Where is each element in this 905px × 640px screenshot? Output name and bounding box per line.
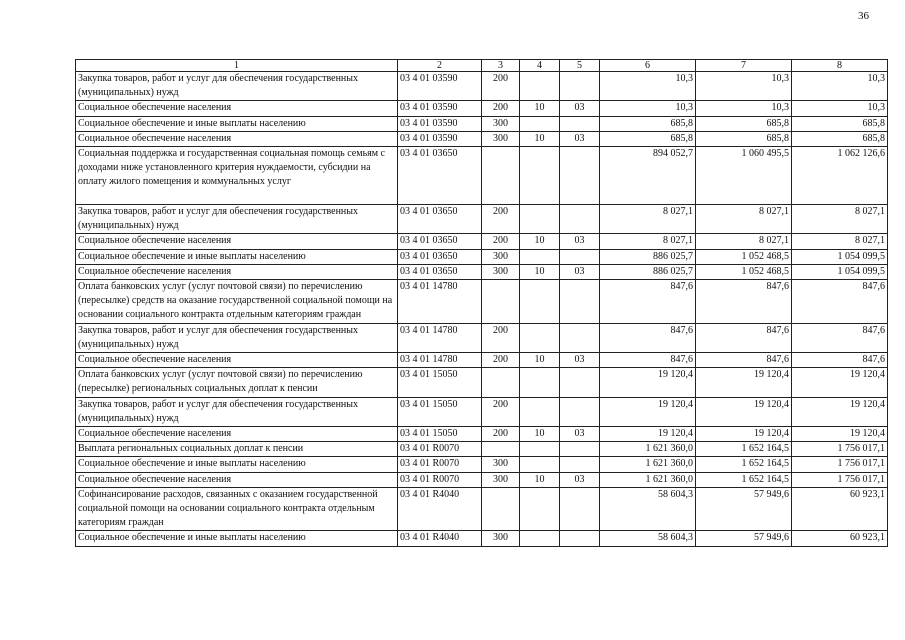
row-value-col8: 8 027,1: [792, 234, 888, 249]
row-value-col7: 1 060 495,5: [696, 147, 792, 205]
row-value-col8: 60 923,1: [792, 531, 888, 546]
row-value-col8: 60 923,1: [792, 487, 888, 531]
row-subsection: [560, 457, 600, 472]
row-value-col7: 8 027,1: [696, 205, 792, 234]
row-code: 03 4 01 03650: [398, 147, 482, 205]
row-expense-type: 300: [482, 457, 520, 472]
row-value-col8: 8 027,1: [792, 205, 888, 234]
row-value-col8: 1 054 099,5: [792, 264, 888, 279]
row-subsection: [560, 531, 600, 546]
row-code: 03 4 01 03650: [398, 234, 482, 249]
row-subsection: 03: [560, 427, 600, 442]
row-subsection: [560, 72, 600, 101]
row-subsection: [560, 368, 600, 397]
row-code: 03 4 01 03650: [398, 264, 482, 279]
row-section: 10: [520, 427, 560, 442]
row-section: [520, 147, 560, 205]
row-section: [520, 531, 560, 546]
row-section: 10: [520, 131, 560, 146]
row-value-col7: 1 652 164,5: [696, 442, 792, 457]
column-header: 2: [398, 60, 482, 72]
row-description: Социальное обеспечение населения: [76, 101, 398, 116]
row-value-col8: 847,6: [792, 280, 888, 324]
row-value-col7: 10,3: [696, 101, 792, 116]
table-row: [76, 101, 888, 116]
row-subsection: [560, 147, 600, 205]
row-section: 10: [520, 264, 560, 279]
row-section: 10: [520, 101, 560, 116]
row-value-col6: 894 052,7: [600, 147, 696, 205]
table-row: [76, 72, 888, 101]
row-value-col8: 685,8: [792, 131, 888, 146]
row-expense-type: 300: [482, 531, 520, 546]
row-expense-type: 200: [482, 323, 520, 352]
column-header: 4: [520, 60, 560, 72]
row-description: Социальное обеспечение и иные выплаты населению: [76, 116, 398, 131]
row-code: 03 4 01 15050: [398, 397, 482, 426]
row-section: [520, 205, 560, 234]
row-description: Социальное обеспечение населения: [76, 234, 398, 249]
row-value-col6: 58 604,3: [600, 487, 696, 531]
row-expense-type: 300: [482, 131, 520, 146]
table-body: [76, 72, 888, 547]
row-value-col7: 847,6: [696, 323, 792, 352]
row-subsection: [560, 397, 600, 426]
row-section: [520, 368, 560, 397]
row-section: 10: [520, 353, 560, 368]
row-value-col6: 847,6: [600, 280, 696, 324]
row-description: Социальная поддержка и государственная социальная помощь семьям с доходами ниже установленного критерия нуждаемости, субсидии на оплату жилого помещения и коммунальных услуг: [76, 147, 398, 205]
row-expense-type: 200: [482, 353, 520, 368]
row-code: 03 4 01 R0070: [398, 472, 482, 487]
table-row: [76, 427, 888, 442]
budget-table: [75, 59, 888, 547]
row-code: 03 4 01 03590: [398, 101, 482, 116]
column-header: 8: [792, 60, 888, 72]
row-description: Социальное обеспечение и иные выплаты населению: [76, 457, 398, 472]
row-value-col7: 8 027,1: [696, 234, 792, 249]
row-expense-type: 200: [482, 205, 520, 234]
row-subsection: [560, 323, 600, 352]
row-value-col6: 19 120,4: [600, 368, 696, 397]
row-expense-type: 200: [482, 397, 520, 426]
row-value-col7: 10,3: [696, 72, 792, 101]
row-value-col6: 685,8: [600, 131, 696, 146]
column-header: 5: [560, 60, 600, 72]
row-value-col6: 847,6: [600, 323, 696, 352]
row-expense-type: [482, 147, 520, 205]
row-value-col6: 19 120,4: [600, 427, 696, 442]
row-subsection: 03: [560, 353, 600, 368]
row-code: 03 4 01 15050: [398, 427, 482, 442]
row-value-col6: 58 604,3: [600, 531, 696, 546]
column-header: 1: [76, 60, 398, 72]
row-value-col6: 1 621 360,0: [600, 457, 696, 472]
row-value-col6: 8 027,1: [600, 234, 696, 249]
page-number: 36: [858, 10, 869, 22]
table-row: [76, 457, 888, 472]
row-value-col6: 10,3: [600, 72, 696, 101]
row-description: Софинансирование расходов, связанных с оказанием государственной социальной помощи на основании социального контракта отдельным категориям граждан: [76, 487, 398, 531]
row-description: Выплата региональных социальных доплат к пенсии: [76, 442, 398, 457]
row-expense-type: 300: [482, 116, 520, 131]
row-section: [520, 116, 560, 131]
table-row: [76, 472, 888, 487]
row-value-col8: 1 054 099,5: [792, 249, 888, 264]
row-expense-type: 300: [482, 264, 520, 279]
row-description: Социальное обеспечение населения: [76, 264, 398, 279]
row-value-col7: 685,8: [696, 131, 792, 146]
row-value-col8: 1 756 017,1: [792, 457, 888, 472]
row-value-col7: 19 120,4: [696, 427, 792, 442]
column-header: 7: [696, 60, 792, 72]
row-expense-type: [482, 442, 520, 457]
row-value-col7: 1 052 468,5: [696, 249, 792, 264]
row-value-col7: 57 949,6: [696, 531, 792, 546]
table-row: [76, 249, 888, 264]
header-row: [76, 60, 888, 72]
row-value-col8: 10,3: [792, 72, 888, 101]
table-row: [76, 487, 888, 531]
row-expense-type: 300: [482, 249, 520, 264]
table-row: [76, 531, 888, 546]
row-expense-type: [482, 487, 520, 531]
row-value-col6: 19 120,4: [600, 397, 696, 426]
row-value-col8: 1 062 126,6: [792, 147, 888, 205]
table-row: [76, 205, 888, 234]
row-value-col7: 1 652 164,5: [696, 457, 792, 472]
row-value-col7: 847,6: [696, 280, 792, 324]
row-description: Закупка товаров, работ и услуг для обеспечения государственных (муниципальных) нужд: [76, 323, 398, 352]
row-subsection: [560, 205, 600, 234]
row-expense-type: 200: [482, 72, 520, 101]
row-section: [520, 442, 560, 457]
row-code: 03 4 01 14780: [398, 280, 482, 324]
table-row: [76, 442, 888, 457]
row-code: 03 4 01 03590: [398, 116, 482, 131]
row-code: 03 4 01 03650: [398, 249, 482, 264]
row-subsection: [560, 280, 600, 324]
row-value-col7: 19 120,4: [696, 397, 792, 426]
row-subsection: 03: [560, 264, 600, 279]
row-value-col6: 8 027,1: [600, 205, 696, 234]
column-header: 3: [482, 60, 520, 72]
row-value-col8: 19 120,4: [792, 397, 888, 426]
row-subsection: [560, 442, 600, 457]
row-value-col7: 1 052 468,5: [696, 264, 792, 279]
row-expense-type: 200: [482, 234, 520, 249]
row-code: 03 4 01 R4040: [398, 531, 482, 546]
row-section: [520, 249, 560, 264]
row-value-col7: 1 652 164,5: [696, 472, 792, 487]
table-row: [76, 323, 888, 352]
row-section: 10: [520, 234, 560, 249]
table-row: [76, 234, 888, 249]
row-code: 03 4 01 14780: [398, 323, 482, 352]
row-subsection: 03: [560, 101, 600, 116]
row-subsection: [560, 487, 600, 531]
row-section: [520, 487, 560, 531]
row-description: Закупка товаров, работ и услуг для обеспечения государственных (муниципальных) нужд: [76, 72, 398, 101]
row-value-col6: 1 621 360,0: [600, 472, 696, 487]
table-row: [76, 368, 888, 397]
row-description: Социальное обеспечение и иные выплаты населению: [76, 249, 398, 264]
row-code: 03 4 01 03590: [398, 131, 482, 146]
table-row: [76, 353, 888, 368]
row-value-col8: 847,6: [792, 323, 888, 352]
row-value-col7: 685,8: [696, 116, 792, 131]
row-section: [520, 457, 560, 472]
row-value-col8: 19 120,4: [792, 427, 888, 442]
row-subsection: [560, 249, 600, 264]
row-section: 10: [520, 472, 560, 487]
row-value-col8: 10,3: [792, 101, 888, 116]
row-expense-type: [482, 368, 520, 397]
row-value-col8: 685,8: [792, 116, 888, 131]
table-row: [76, 116, 888, 131]
row-value-col7: 57 949,6: [696, 487, 792, 531]
row-value-col6: 10,3: [600, 101, 696, 116]
table-row: [76, 131, 888, 146]
row-section: [520, 72, 560, 101]
row-description: Закупка товаров, работ и услуг для обеспечения государственных (муниципальных) нужд: [76, 205, 398, 234]
row-description: Социальное обеспечение и иные выплаты населению: [76, 531, 398, 546]
row-description: Оплата банковских услуг (услуг почтовой связи) по перечислению (пересылке) региональных социальных доплат к пенсии: [76, 368, 398, 397]
row-value-col8: 1 756 017,1: [792, 442, 888, 457]
column-header: 6: [600, 60, 696, 72]
row-section: [520, 280, 560, 324]
table-row: [76, 397, 888, 426]
row-description: Социальное обеспечение населения: [76, 131, 398, 146]
table-row: [76, 147, 888, 205]
row-code: 03 4 01 R0070: [398, 442, 482, 457]
row-section: [520, 323, 560, 352]
row-value-col7: 19 120,4: [696, 368, 792, 397]
row-value-col6: 685,8: [600, 116, 696, 131]
row-expense-type: 200: [482, 101, 520, 116]
row-subsection: 03: [560, 472, 600, 487]
row-code: 03 4 01 R0070: [398, 457, 482, 472]
row-description: Закупка товаров, работ и услуг для обеспечения государственных (муниципальных) нужд: [76, 397, 398, 426]
row-expense-type: [482, 280, 520, 324]
row-code: 03 4 01 03650: [398, 205, 482, 234]
row-subsection: [560, 116, 600, 131]
row-section: [520, 397, 560, 426]
row-description: Социальное обеспечение населения: [76, 427, 398, 442]
row-description: Социальное обеспечение населения: [76, 353, 398, 368]
row-value-col6: 1 621 360,0: [600, 442, 696, 457]
row-code: 03 4 01 15050: [398, 368, 482, 397]
row-value-col6: 886 025,7: [600, 264, 696, 279]
row-description: Оплата банковских услуг (услуг почтовой связи) по перечислению (пересылке) средств на оказание государственной социальной помощи на основании социального контракта отдельным категориям граждан: [76, 280, 398, 324]
row-code: 03 4 01 03590: [398, 72, 482, 101]
row-code: 03 4 01 14780: [398, 353, 482, 368]
table-row: [76, 280, 888, 324]
row-value-col6: 847,6: [600, 353, 696, 368]
row-value-col8: 847,6: [792, 353, 888, 368]
row-value-col8: 1 756 017,1: [792, 472, 888, 487]
row-subsection: 03: [560, 234, 600, 249]
row-value-col6: 886 025,7: [600, 249, 696, 264]
row-value-col7: 847,6: [696, 353, 792, 368]
row-description: Социальное обеспечение населения: [76, 472, 398, 487]
row-value-col8: 19 120,4: [792, 368, 888, 397]
row-code: 03 4 01 R4040: [398, 487, 482, 531]
table-row: [76, 264, 888, 279]
row-subsection: 03: [560, 131, 600, 146]
row-expense-type: 200: [482, 427, 520, 442]
row-expense-type: 300: [482, 472, 520, 487]
